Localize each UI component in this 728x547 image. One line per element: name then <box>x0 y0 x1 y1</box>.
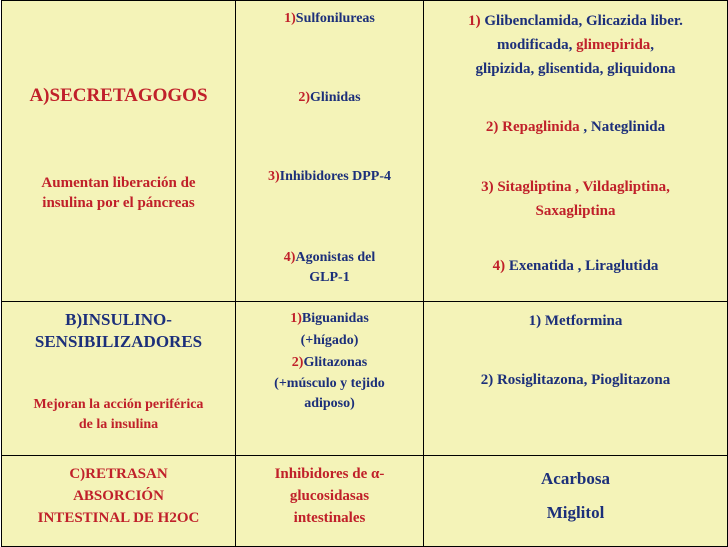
drug-item: 2) Rosiglitazona, Pioglitazona <box>480 372 671 388</box>
class-item: Inhibidores de α- glucosidasas intestinales <box>274 466 385 526</box>
retrasan-absorcion-drugs-cell <box>424 456 728 547</box>
table-row <box>2 456 728 547</box>
category-title: A)SECRETAGOGOS <box>29 85 208 106</box>
class-item: 4)Agonistas del GLP-1 <box>283 250 376 285</box>
drug-item: Acarbosa <box>541 469 610 488</box>
class-item: 3)Inhibidores DPP-4 <box>267 169 392 184</box>
class-item: 2)Glinidas <box>298 90 361 105</box>
category-description: Mejoran la acción periférica de la insulina <box>33 397 204 432</box>
insulinosensibilizadores-classes-cell <box>236 302 424 456</box>
drug-group-3: 3) Sitagliptina , Vildagliptina, Saxagliptina <box>481 179 670 219</box>
drug-group-2: 2) Repaglinida , Nateglinida <box>485 119 666 135</box>
table-row <box>2 1 728 302</box>
class-item: 1)Biguanidas (+hígado) 2)Glitazonas (+músculo y tejido adiposo) <box>274 311 385 411</box>
retrasan-absorcion-class-cell <box>236 456 424 547</box>
drug-group-4: 4) Exenatida , Liraglutida <box>492 258 659 274</box>
category-title: B)INSULINO- SENSIBILIZADORES <box>34 310 203 351</box>
secretagogos-drugs-cell <box>424 1 728 302</box>
table-row <box>2 302 728 456</box>
drug-item: 1) Metformina <box>528 313 623 329</box>
secretagogos-classes-cell <box>236 1 424 302</box>
retrasan-absorcion-category-cell <box>2 456 236 547</box>
insulinosensibilizadores-category-cell <box>2 302 236 456</box>
category-description: Aumentan liberación de insulina por el páncreas <box>41 175 196 211</box>
insulinosensibilizadores-drugs-cell <box>424 302 728 456</box>
drug-classification-table <box>1 0 728 547</box>
class-item: 1)Sulfonilureas <box>284 11 375 26</box>
category-title: C)RETRASAN ABSORCIÓN INTESTINAL DE H2OC <box>37 466 200 526</box>
drug-item: Miglitol <box>546 503 605 522</box>
secretagogos-category-cell <box>2 1 236 302</box>
drug-group-1: 1) Glibenclamida, Glicazida liber. modificada, glimepirida, glipizida, glisentida, gliquidona <box>468 13 683 77</box>
